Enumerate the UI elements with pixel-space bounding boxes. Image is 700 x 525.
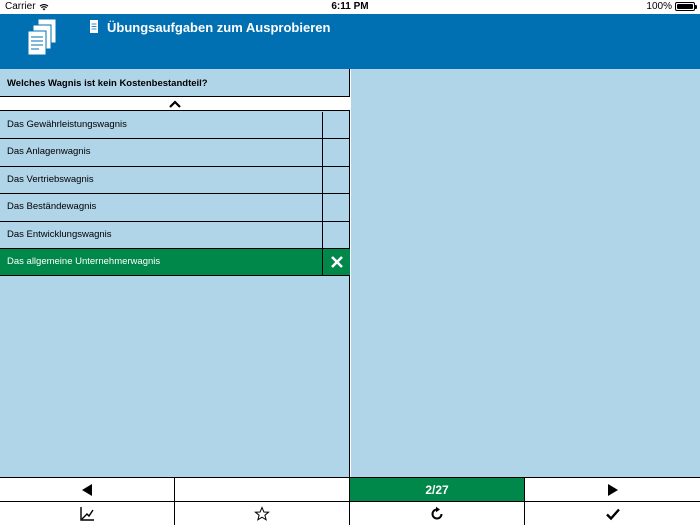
progress-label: 2/27 bbox=[425, 482, 449, 497]
answer-option[interactable] bbox=[0, 167, 350, 194]
triangle-left-icon bbox=[80, 483, 94, 497]
star-outline-icon bbox=[254, 506, 270, 522]
answer-mark[interactable] bbox=[322, 249, 350, 275]
documents-stack-icon[interactable] bbox=[26, 17, 58, 65]
answer-mark[interactable] bbox=[322, 194, 350, 220]
triangle-right-icon bbox=[606, 483, 620, 497]
checkmark-icon bbox=[605, 506, 621, 522]
answer-option[interactable] bbox=[0, 139, 350, 166]
answer-label: Das allgemeine Unternehmerwagnis bbox=[7, 255, 161, 267]
refresh-icon bbox=[429, 506, 445, 522]
answer-option[interactable] bbox=[0, 112, 350, 139]
chart-line-icon bbox=[79, 506, 95, 522]
battery-icon bbox=[675, 2, 695, 11]
answer-mark[interactable] bbox=[322, 222, 350, 248]
chevron-up-icon bbox=[168, 99, 182, 109]
check-button[interactable] bbox=[525, 502, 700, 525]
favorite-button[interactable] bbox=[175, 502, 350, 525]
answer-label: Das Anlagenwagnis bbox=[7, 146, 91, 158]
answer-mark[interactable] bbox=[322, 112, 350, 138]
scroll-up-button[interactable] bbox=[0, 96, 350, 111]
battery-percent: 100% bbox=[646, 1, 672, 12]
question-pane bbox=[0, 69, 350, 477]
answer-label: Das Beständewagnis bbox=[7, 201, 97, 213]
answer-label: Das Entwicklungswagnis bbox=[7, 228, 112, 240]
status-time: 6:11 PM bbox=[331, 1, 369, 12]
bottom-toolbar bbox=[0, 477, 700, 525]
app-header bbox=[0, 14, 700, 69]
previous-button[interactable] bbox=[0, 478, 175, 502]
x-icon bbox=[330, 255, 344, 269]
reset-button[interactable] bbox=[350, 502, 525, 525]
answer-mark[interactable] bbox=[322, 167, 350, 193]
statistics-button[interactable] bbox=[0, 502, 175, 525]
answer-option[interactable] bbox=[0, 222, 350, 249]
page-title: Übungsaufgaben zum Ausprobieren bbox=[107, 20, 331, 35]
empty-toolbar-cell bbox=[175, 478, 350, 502]
explanation-pane bbox=[351, 69, 700, 477]
answer-option[interactable] bbox=[0, 194, 350, 221]
document-icon bbox=[90, 20, 98, 33]
progress-indicator bbox=[350, 478, 525, 502]
status-bar bbox=[0, 0, 700, 14]
answer-list bbox=[0, 112, 350, 276]
answer-mark[interactable] bbox=[322, 139, 350, 165]
answer-label: Das Vertriebswagnis bbox=[7, 173, 94, 185]
next-button[interactable] bbox=[525, 478, 700, 502]
carrier-label: Carrier bbox=[5, 1, 36, 12]
answer-option-selected[interactable] bbox=[0, 249, 350, 276]
battery-info bbox=[646, 1, 695, 12]
answer-label: Das Gewährleistungswagnis bbox=[7, 119, 127, 130]
question-text: Welches Wagnis ist kein Kostenbestandteil? bbox=[7, 78, 208, 89]
